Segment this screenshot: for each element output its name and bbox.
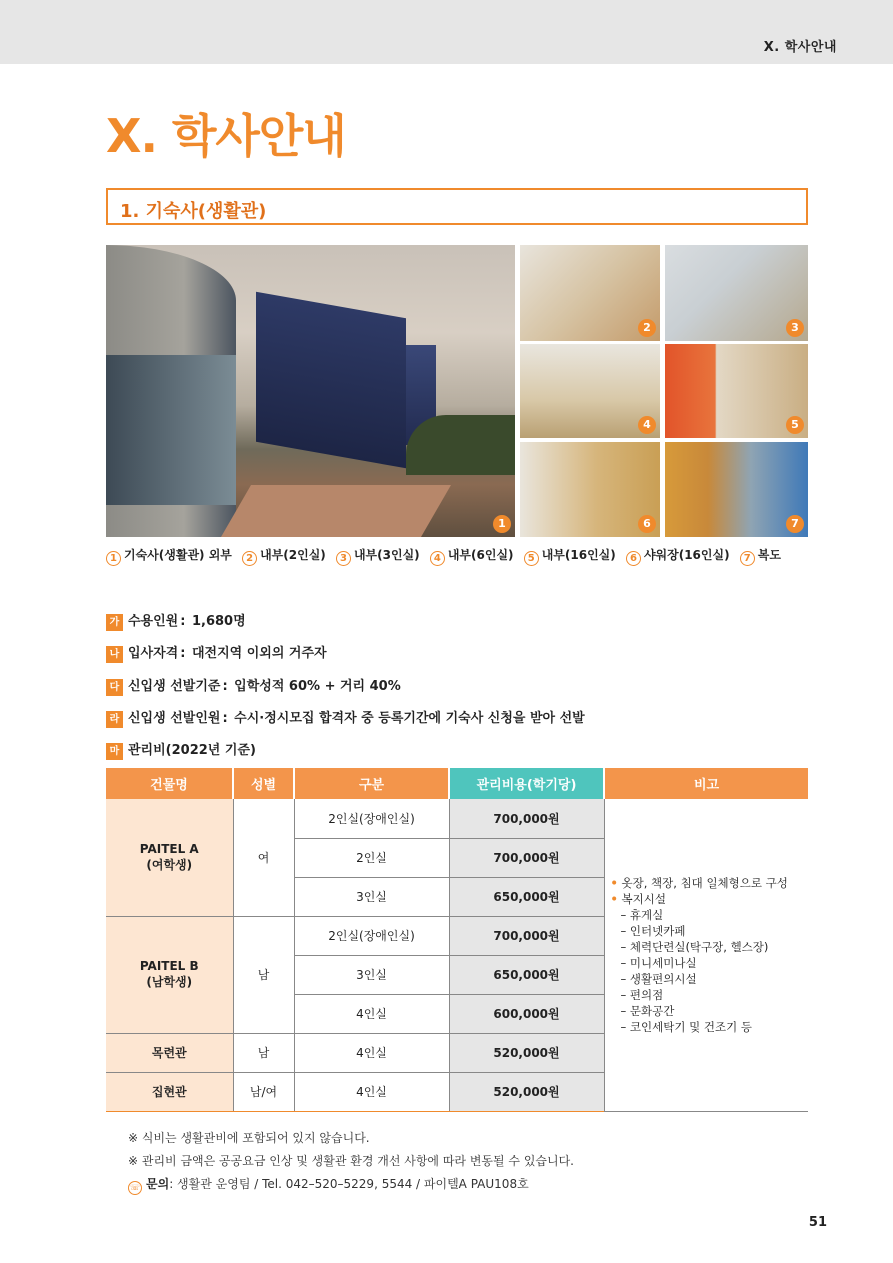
gender-cell: 남 [233,916,294,1033]
caption-text: 내부(6인실) [447,548,514,562]
photo-number: 5 [786,416,804,434]
photo-number: 6 [638,515,656,533]
cost-cell: 700,000원 [449,799,604,838]
running-title: Ⅹ. 학사안내 [763,40,837,55]
photo-shower [520,442,660,537]
building-name: PAITEL B [139,959,199,973]
section-title: 1. 기숙사(생활관) [120,201,267,222]
caption-text: 내부(3인실) [353,548,420,562]
caption-text: 복도 [757,548,781,562]
caption-text: 기숙사(생활관) 외부 [124,548,232,562]
cost-cell: 700,000원 [449,916,604,955]
info-tag: 라 [106,711,123,728]
room-type-cell: 2인실 [294,838,449,877]
inquiry-label: 문의 [146,1177,170,1191]
caption-number: 6 [626,551,641,566]
room-type-cell: 3인실 [294,955,449,994]
header-band [0,0,893,64]
info-label: 수용인원 [128,614,179,629]
info-label: 신입생 선발기준 [128,679,221,694]
building-cell [106,799,233,916]
room-type-cell: 2인실(장애인실) [294,916,449,955]
section-heading [106,188,808,225]
building-name: 목련관 [151,1046,187,1060]
building-note: (여학생) [146,857,193,872]
note-item: • 옷장, 책장, 침대 일체형으로 구성 [610,875,788,890]
column-header: 구분 [294,768,449,799]
room-type-cell: 4인실 [294,1072,449,1111]
caption-text: 내부(2인실) [260,548,326,562]
building-name: PAITEL A [139,841,199,856]
caption-number: 2 [242,551,257,566]
info-value: 1,680명 [191,614,246,629]
caption-item [740,546,781,566]
caption-text: 샤워장(16인실) [643,548,730,562]
cost-cell: 600,000원 [449,994,604,1033]
info-label: 신입생 선발인원 [128,711,221,726]
note-item: • 복지시설 [610,891,666,906]
room-type-cell: 3인실 [294,877,449,916]
footnote: ※ 식비는 생활관비에 포함되어 있지 않습니다. [128,1131,370,1145]
table-header-row [106,768,808,799]
info-capacity: 가 수용인원 : 1,680명 [106,610,246,631]
info-selection-criteria: 다 신입생 선발기준 : 입학성적 60% + 거리 40% [106,675,401,696]
caption-item [430,546,514,566]
caption-text: 내부(16인실) [541,548,616,562]
info-value: 입학성적 60% + 거리 40% [234,679,401,694]
photo-number: 3 [786,319,804,337]
note-subitem: – 인터넷카페 [620,923,686,938]
room-type-cell: 4인실 [294,1033,449,1072]
caption-item [524,546,616,566]
photo-room-6 [520,344,660,438]
photo-room-2 [520,245,660,341]
photo-number: 2 [638,319,656,337]
info-eligibility: 나 입사자격 : 대전지역 이외의 거주자 [106,642,327,663]
phone-icon: ☏ [128,1181,142,1195]
info-label: 입사자격 [128,646,179,661]
inquiry-text: : 생활관 운영팀 / Tel. 042–520–5229, 5544 / 파이텔A PAU108호 [169,1177,529,1191]
info-selection-count: 라 신입생 선발인원 : 수시·정시모집 합격자 중 등록기간에 기숙사 신청을 받아 선발 [106,707,585,728]
inquiry-line [128,1173,574,1196]
cost-cell: 700,000원 [449,838,604,877]
building-cell [106,916,233,1033]
column-header: 성별 [233,768,294,799]
info-value: 대전지역 이외의 거주자 [191,646,327,661]
photo-grid [106,245,808,537]
note-subitem: – 체력단련실(탁구장, 헬스장) [620,939,769,954]
caption-number: 1 [106,551,121,566]
cost-cell: 650,000원 [449,955,604,994]
column-header: 비고 [604,768,808,799]
note-subitem: – 편의점 [620,987,664,1002]
info-label: 관리비(2022년 기준) [128,743,256,758]
info-tag: 나 [106,646,123,663]
caption-number: 4 [430,551,445,566]
caption-item [242,546,326,566]
photo-number: 7 [786,515,804,533]
room-type-cell: 4인실 [294,994,449,1033]
notes-cell [604,799,808,1111]
gender-cell: 여 [233,799,294,916]
page-number: 51 [808,1215,827,1230]
caption-item [106,546,232,566]
cost-cell: 520,000원 [449,1072,604,1111]
caption-item [626,546,730,566]
info-tag: 가 [106,614,123,631]
chapter-title: Ⅹ. 학사안내 [106,109,346,163]
note-subitem: – 생활편의시설 [620,971,697,986]
photo-dormitory-exterior [106,245,515,537]
fee-table [106,768,808,1112]
footnote: ※ 관리비 금액은 공공요금 인상 및 생활관 환경 개선 사항에 따라 변동될 수 있습니다. [128,1154,574,1168]
info-tag: 다 [106,679,123,696]
footnotes [128,1127,574,1196]
caption-number: 5 [524,551,539,566]
building-cell [106,1033,233,1072]
photo-number: 1 [493,515,511,533]
info-tag: 마 [106,743,123,760]
gender-cell: 남/여 [233,1072,294,1111]
cost-cell: 520,000원 [449,1033,604,1072]
photo-room-16 [665,344,808,438]
column-header: 관리비용(학기당) [449,768,604,799]
gender-cell: 남 [233,1033,294,1072]
building-name: 집현관 [151,1085,187,1099]
photo-corridor [665,442,808,537]
building-cell [106,1072,233,1111]
note-subitem: – 문화공간 [620,1003,675,1018]
photo-captions [106,546,816,566]
note-subitem: – 미니세미나실 [620,955,697,970]
note-subitem: – 휴게실 [620,907,664,922]
photo-number: 4 [638,416,656,434]
photo-room-3 [665,245,808,341]
cost-cell: 650,000원 [449,877,604,916]
caption-number: 7 [740,551,755,566]
info-fees [106,739,256,760]
info-value: 수시·정시모집 합격자 중 등록기간에 기숙사 신청을 받아 선발 [234,711,585,726]
room-type-cell: 2인실(장애인실) [294,799,449,838]
caption-item [336,546,420,566]
caption-number: 3 [336,551,351,566]
note-subitem: – 코인세탁기 및 건조기 등 [620,1019,752,1034]
table-row [106,799,808,838]
column-header: 건물명 [106,768,233,799]
building-note: (남학생) [146,975,193,989]
